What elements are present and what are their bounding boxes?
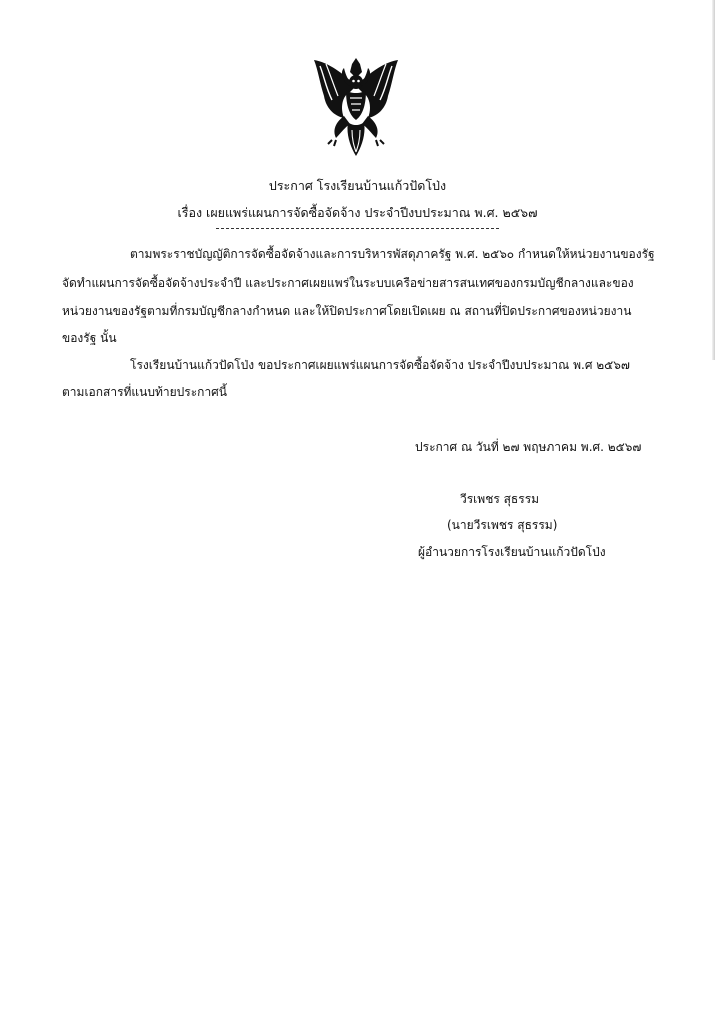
announcement-subject: เรื่อง เผยแพร่แผนการจัดซื้อจัดจ้าง ประจำปีงบประมาณ พ.ศ. ๒๕๖๗ bbox=[177, 205, 538, 220]
body-paragraph-1-line-2: จัดทำแผนการจัดซื้อจัดจ้างประจำปี และประกาศเผยแพร่ในระบบเครือข่ายสารสนเทศของกรมบัญชีกลางและของ bbox=[62, 276, 634, 290]
body-paragraph-1-line-1: ตามพระราชบัญญัติการจัดซื้อจัดจ้างและการบริหารพัสดุภาครัฐ พ.ศ. ๒๕๖๐ กำหนดให้หน่วยงานของรัฐ bbox=[130, 247, 655, 261]
signature: วีรเพชร สุธรรม bbox=[460, 492, 540, 506]
body-paragraph-1-line-3: หน่วยงานของรัฐตามที่กรมบัญชีกลางกำหนด และให้ปิดประกาศโดยเปิดเผย ณ สถานที่ปิดประกาศของหน่วยงาน bbox=[62, 304, 632, 318]
signatory-position: ผู้อำนวยการโรงเรียนบ้านแก้วปัดโป่ง bbox=[418, 545, 606, 559]
signatory-name: (นายวีรเพชร สุธรรม) bbox=[447, 518, 558, 532]
body-paragraph-2-line-1: โรงเรียนบ้านแก้วปัดโป่ง ขอประกาศเผยแพร่แผนการจัดซื้อจัดจ้าง ประจำปีงบประมาณ พ.ศ ๒๕๖๗ bbox=[130, 358, 630, 372]
garuda-emblem-icon bbox=[306, 56, 406, 160]
body-paragraph-2-line-2: ตามเอกสารที่แนบท้ายประกาศนี้ bbox=[62, 385, 227, 399]
announcement-date: ประกาศ ณ วันที่ ๒๗ พฤษภาคม พ.ศ. ๒๕๖๗ bbox=[415, 440, 642, 454]
announcement-title: ประกาศ โรงเรียนบ้านแก้วปัดโป่ง bbox=[268, 178, 447, 193]
body-paragraph-1-line-4: ของรัฐ นั้น bbox=[62, 331, 117, 345]
title-divider bbox=[216, 228, 499, 229]
